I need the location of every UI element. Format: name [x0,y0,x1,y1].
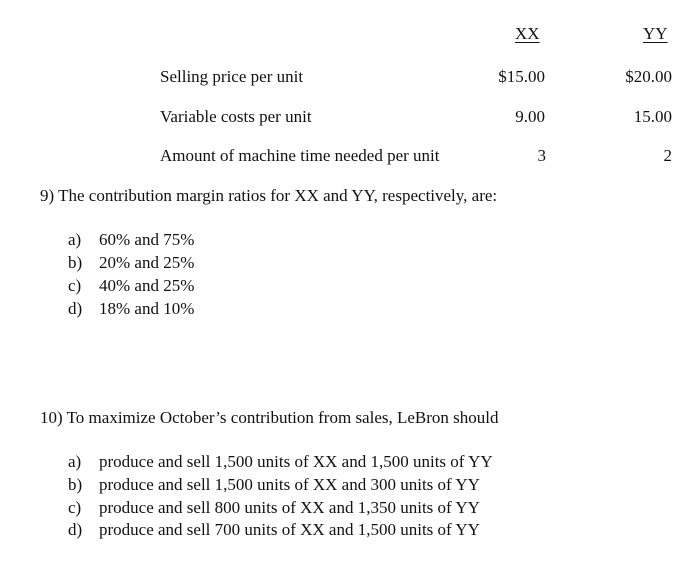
q10-option-d-text: produce and sell 700 units of XX and 1,500 units of YY [99,520,480,539]
row-label-variable-costs: Variable costs per unit [160,107,312,126]
row-value-xx-machine-time: 3 [537,146,546,165]
q9-option-c-letter: c) [68,276,82,295]
row-label-machine-time: Amount of machine time needed per unit [160,146,440,165]
row-value-yy-selling-price: $20.00 [625,67,672,86]
q9-option-c-text: 40% and 25% [99,276,195,295]
q10-option-c-letter: c) [68,498,82,517]
question-9-text: 9) The contribution margin ratios for XX and YY, respectively, are: [40,186,498,205]
q9-option-d-text: 18% and 10% [99,299,195,318]
row-value-xx-variable-costs: 9.00 [515,107,545,126]
q10-option-c-text: produce and sell 800 units of XX and 1,350 units of YY [99,498,480,517]
column-header-xx: XX [515,24,540,43]
q10-option-a-letter: a) [68,452,82,471]
question-10-text: 10) To maximize October’s contribution from sales, LeBron should [40,408,499,427]
q9-option-a-text: 60% and 75% [99,230,195,249]
q10-option-b-text: produce and sell 1,500 units of XX and 300 units of YY [99,475,480,494]
row-label-selling-price: Selling price per unit [160,67,304,86]
row-value-xx-selling-price: $15.00 [498,67,545,86]
q9-option-d-letter: d) [68,299,83,318]
column-header-yy: YY [643,24,668,43]
q10-option-a-text: produce and sell 1,500 units of XX and 1,500 units of YY [99,452,493,471]
q10-option-d-letter: d) [68,520,83,539]
q9-option-b-text: 20% and 25% [99,253,195,272]
q10-option-b-letter: b) [68,475,83,494]
row-value-yy-variable-costs: 15.00 [633,107,672,126]
q9-option-a-letter: a) [68,230,82,249]
q9-option-b-letter: b) [68,253,83,272]
row-value-yy-machine-time: 2 [663,146,672,165]
